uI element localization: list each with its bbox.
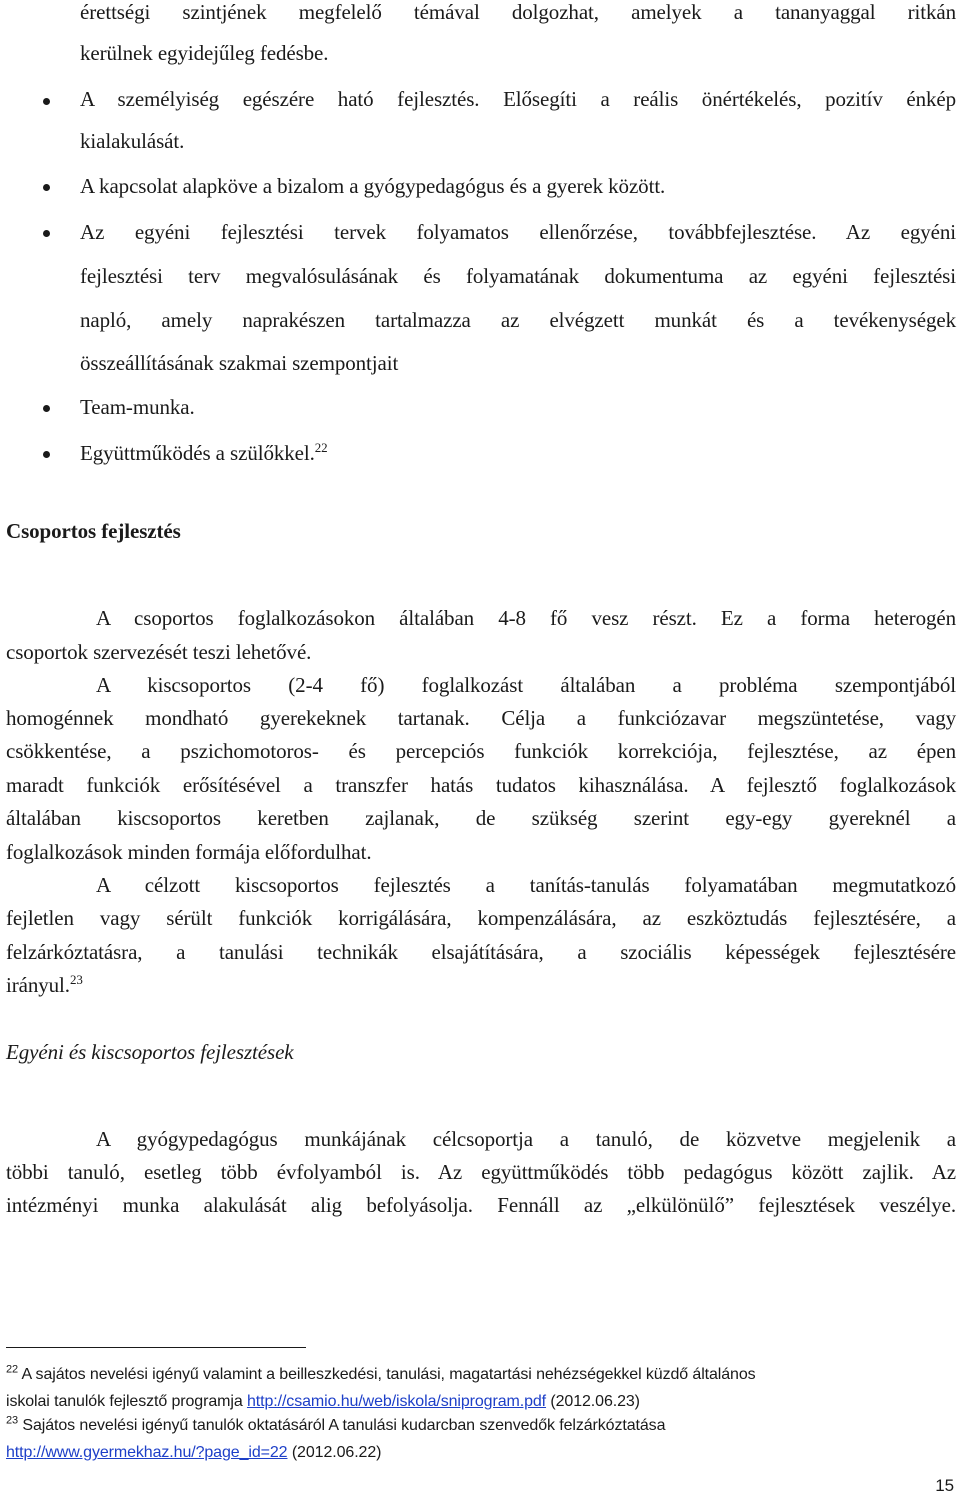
bullet-item-line: napló, amely naprakészen tartalmazza az elvégzett munkát és a tevékenységek <box>80 308 956 332</box>
paragraph-text: irányul. <box>6 973 70 997</box>
paragraph-line: intézményi munka alakulását alig befolyásolja. Fennáll az „elkülönülő” fejlesztések veszélye. <box>6 1193 956 1217</box>
footnote-date: (2012.06.22) <box>287 1444 382 1461</box>
paragraph-line: A kiscsoportos (2-4 fő) foglalkozást általában a probléma szempontjából <box>96 673 956 697</box>
page-number: 15 <box>935 1476 954 1495</box>
paragraph-line: felzárkóztatásra, a tanulási technikák elsajátítására, a szociális képességek fejlesztésére <box>6 940 956 964</box>
footnote-separator <box>6 1347 306 1348</box>
bullet-continuation-line: érettségi szintjének megfelelő témával dolgozhat, amelyek a tananyaggal ritkán <box>80 0 956 24</box>
bullet-item-line: fejlesztési terv megvalósulásának és folyamatának dokumentuma az egyéni fejlesztési <box>80 264 956 288</box>
footnote-text: A sajátos nevelési igényű valamint a beilleszkedési, tanulási, magatartási nehézségekkel küzdő általános <box>21 1366 756 1383</box>
bullet-icon <box>43 184 50 191</box>
bullet-icon <box>43 405 50 412</box>
paragraph-line: A gyógypedagógus munkájának célcsoportja a tanuló, de közvetve megjelenik a <box>96 1127 956 1151</box>
paragraph-line: A célzott kiscsoportos fejlesztés a tanítás-tanulás folyamatában megmutatkozó <box>96 873 956 897</box>
bullet-continuation-line: kerülnek egyidejűleg fedésbe. <box>80 41 329 65</box>
paragraph-line: általában kiscsoportos keretben zajlanak, de szükség szerint egy-egy gyereknél a <box>6 806 956 830</box>
paragraph-line: homogénnek mondható gyerekeknek tartanak. Célja a funkciózavar megszüntetése, vagy <box>6 706 956 730</box>
section-heading: Csoportos fejlesztés <box>6 519 181 543</box>
footnote-link[interactable]: http://www.gyermekhaz.hu/?page_id=22 <box>6 1444 288 1461</box>
bullet-item-line: összeállításának szakmai szempontjait <box>80 351 399 375</box>
footnote-number: 23 <box>6 1414 19 1427</box>
footnote-22-line1 <box>6 1363 756 1384</box>
footnote-number: 22 <box>6 1363 19 1376</box>
footnote-date: (2012.06.23) <box>546 1393 640 1410</box>
paragraph-line: csökkentése, a pszichomotoros- és percepciós funkciók korrekciója, fejlesztése, az épen <box>6 739 956 763</box>
paragraph-line: A csoportos foglalkozásokon általában 4-8 fő vesz részt. Ez a forma heterogén <box>96 606 956 630</box>
paragraph-line: maradt funkciók erősítésével a transzfer hatás tudatos kihasználása. A fejlesztő foglalkozások <box>6 773 956 797</box>
footnote-text: Sajátos nevelési igényű tanulók oktatásáról A tanulási kudarcban szenvedők felzárkóztatása <box>22 1417 666 1434</box>
bullet-item-line: Az egyéni fejlesztési tervek folyamatos ellenőrzése, továbbfejlesztése. Az egyéni <box>80 220 956 244</box>
paragraph-line: fejletlen vagy sérült funkciók korrigálására, kompenzálására, az eszköztudás fejlesztésére, a <box>6 906 956 930</box>
bullet-icon <box>43 98 50 105</box>
bullet-item-line <box>80 441 956 466</box>
paragraph-line <box>6 973 956 998</box>
bullet-icon <box>43 230 50 237</box>
footnote-link[interactable]: http://csamio.hu/web/iskola/sniprogram.pdf <box>246 1393 547 1410</box>
footnote-23-line1 <box>6 1414 666 1435</box>
footnote-ref: 23 <box>69 972 83 987</box>
paragraph-line: többi tanuló, esetleg több évfolyamból is. Az együttműködés több pedagógus között zajlik. Az <box>6 1160 956 1184</box>
footnote-text: iskolai tanulók fejlesztő programja <box>6 1393 247 1410</box>
footnote-23-line2 <box>6 1444 381 1462</box>
bullet-item-line: kialakulását. <box>80 129 185 153</box>
bullet-item-line: Team-munka. <box>80 395 195 419</box>
paragraph-line: foglalkozások minden formája előfordulhat. <box>6 840 372 864</box>
paragraph-line: csoportok szervezését teszi lehetővé. <box>6 640 312 664</box>
bullet-item-line: A kapcsolat alapköve a bizalom a gyógypedagógus és a gyerek között. <box>80 174 666 198</box>
section-heading-italic: Egyéni és kiscsoportos fejlesztések <box>6 1040 294 1064</box>
bullet-item-line: A személyiség egészére ható fejlesztés. Elősegíti a reális önértékelés, pozitív énkép <box>80 87 956 111</box>
bullet-item-text: Együttműködés a szülőkkel. <box>80 441 315 465</box>
bullet-icon <box>43 451 50 458</box>
footnote-22-line2 <box>6 1393 640 1411</box>
footnote-ref: 22 <box>314 440 328 455</box>
